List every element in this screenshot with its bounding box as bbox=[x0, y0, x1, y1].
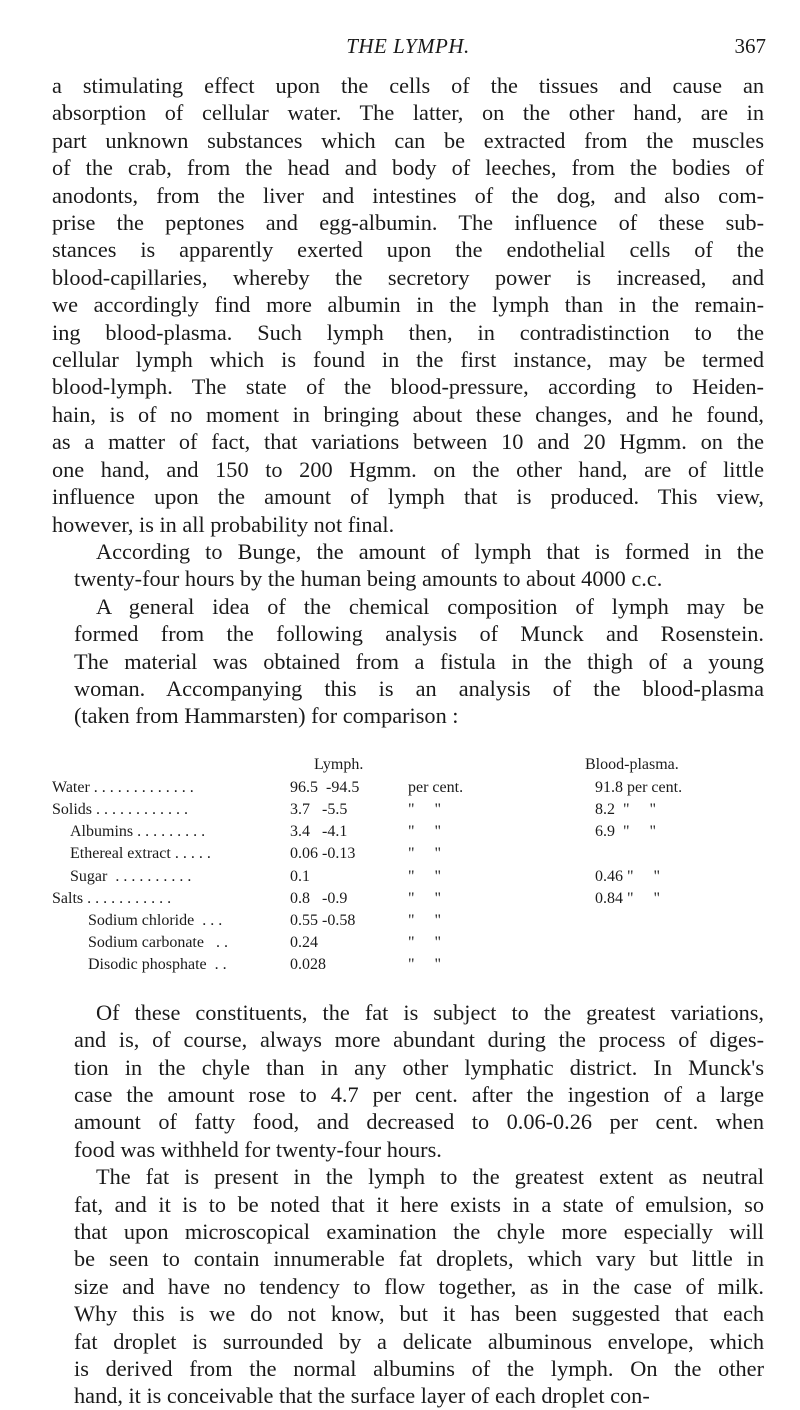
unit-value: " " bbox=[408, 934, 442, 952]
text-line: anodonts, from the liver and intestines of the dog, and also com- bbox=[52, 182, 764, 208]
text-line: cellular lymph which is found in the first instance, may be termed bbox=[52, 347, 764, 373]
text-line: The fat is present in the lymph to the greatest extent as neutral bbox=[96, 1164, 764, 1190]
lymph-column-header: Lymph. bbox=[314, 755, 364, 773]
row-label: Sugar . . . . . . . . . . bbox=[70, 867, 192, 885]
text-line: fat droplet is surrounded by a delicate albuminous envelope, which bbox=[74, 1328, 764, 1354]
text-line: A general idea of the chemical composition of lymph may be bbox=[96, 593, 764, 619]
paragraph bbox=[52, 999, 764, 1163]
running-head bbox=[52, 0, 764, 72]
row-label: Albumins . . . . . . . . . bbox=[70, 823, 206, 841]
row-label: Sodium carbonate . . bbox=[88, 934, 228, 952]
body-text-bottom bbox=[52, 999, 764, 1410]
unit-value: " " bbox=[408, 867, 442, 885]
lymph-value: 96.5 -94.5 bbox=[290, 778, 360, 796]
unit-value: " " bbox=[408, 823, 442, 841]
paragraph bbox=[52, 593, 764, 730]
unit-value: " " bbox=[408, 845, 442, 863]
text-line: prise the peptones and egg-albumin. The influence of these sub- bbox=[52, 210, 764, 236]
lymph-value: 0.24 bbox=[290, 934, 318, 952]
table-row bbox=[52, 778, 764, 798]
text-line: part unknown substances which can be extracted from the muscles bbox=[52, 127, 764, 153]
table-row bbox=[52, 800, 764, 820]
text-line: however, is in all probability not final. bbox=[52, 511, 395, 537]
row-label: Ethereal extract . . . . . bbox=[70, 845, 211, 863]
text-line: formed from the following analysis of Munck and Rosenstein. bbox=[74, 621, 764, 647]
paragraph bbox=[52, 1163, 764, 1410]
text-line: amount of fatty food, and decreased to 0.06-0.26 per cent. when bbox=[74, 1109, 764, 1135]
composition-table bbox=[52, 756, 764, 981]
lymph-value: 0.06 -0.13 bbox=[290, 845, 356, 863]
plasma-value: 91.8 per cent. bbox=[595, 778, 683, 796]
table-row bbox=[52, 844, 764, 864]
text-line: According to Bunge, the amount of lymph that is formed in the bbox=[96, 538, 764, 564]
unit-value: " " bbox=[408, 956, 442, 974]
text-line: influence upon the amount of lymph that is produced. This view, bbox=[52, 484, 764, 510]
unit-value: " " bbox=[408, 800, 442, 818]
text-line: hain, is of no moment in bringing about these changes, and he found, bbox=[52, 401, 764, 427]
table-row bbox=[52, 822, 764, 842]
text-line: that upon microscopical examination the chyle more especially will bbox=[74, 1219, 764, 1244]
text-line: (taken from Hammarsten) for comparison : bbox=[74, 703, 459, 729]
plasma-value: 0.84 " " bbox=[595, 889, 661, 907]
paragraph bbox=[52, 72, 764, 538]
text-line: is derived from the normal albumins of the lymph. On the other bbox=[74, 1356, 764, 1382]
text-line: hand, it is conceivable that the surface layer of each droplet con- bbox=[74, 1383, 650, 1409]
lymph-value: 0.8 -0.9 bbox=[290, 889, 348, 907]
text-line: and is, of course, always more abundant during the process of diges- bbox=[74, 1027, 764, 1053]
lymph-value: 0.55 -0.58 bbox=[290, 911, 356, 929]
text-line: of the crab, from the head and body of leeches, from the bodies of bbox=[52, 155, 764, 181]
text-line: blood-capillaries, whereby the secretory power is increased, and bbox=[52, 264, 764, 290]
table-row bbox=[52, 933, 764, 953]
text-line: tion in the chyle than in any other lymphatic district. In Munck's bbox=[74, 1054, 764, 1080]
text-line: case the amount rose to 4.7 per cent. after the ingestion of a large bbox=[74, 1081, 764, 1107]
text-line: one hand, and 150 to 200 Hgmm. on the other hand, are of little bbox=[52, 456, 764, 482]
text-line: Why this is we do not know, but it has been suggested that each bbox=[74, 1301, 764, 1327]
paragraph bbox=[52, 538, 764, 593]
plasma-value: 8.2 " " bbox=[595, 800, 657, 818]
table-row bbox=[52, 911, 764, 931]
text-line: ing blood-plasma. Such lymph then, in contradistinction to the bbox=[52, 319, 764, 345]
row-label: Sodium chloride . . . bbox=[88, 911, 223, 929]
row-label: Solids . . . . . . . . . . . . bbox=[52, 800, 189, 818]
text-line: absorption of cellular water. The latter, on the other hand, are in bbox=[52, 100, 764, 126]
text-line: Of these constituents, the fat is subject to the greatest variations, bbox=[96, 999, 764, 1025]
text-line: be seen to contain innumerable fat droplets, which vary but little in bbox=[74, 1246, 764, 1272]
plasma-column-header: Blood-plasma. bbox=[585, 755, 679, 773]
text-line: as a matter of fact, that variations between 10 and 20 Hgmm. on the bbox=[52, 429, 764, 455]
text-line: woman. Accompanying this is an analysis of the blood-plasma bbox=[74, 675, 764, 701]
unit-value: " " bbox=[408, 911, 442, 929]
text-line: food was withheld for twenty-four hours. bbox=[74, 1136, 442, 1162]
text-line: a stimulating effect upon the cells of the tissues and cause an bbox=[52, 73, 764, 98]
unit-value: " " bbox=[408, 889, 442, 907]
page-number: 367 bbox=[734, 34, 766, 58]
lymph-value: 0.028 bbox=[290, 956, 326, 974]
table-row bbox=[52, 867, 764, 887]
book-page bbox=[52, 0, 764, 1410]
body-text-top bbox=[52, 72, 764, 730]
unit-value: per cent. bbox=[408, 778, 464, 796]
text-line: size and have no tendency to flow together, as in the case of milk. bbox=[74, 1273, 764, 1299]
lymph-value: 3.4 -4.1 bbox=[290, 823, 348, 841]
lymph-value: 3.7 -5.5 bbox=[290, 800, 348, 818]
text-line: The material was obtained from a fistula in the thigh of a young bbox=[74, 648, 764, 674]
lymph-value: 0.1 bbox=[290, 867, 310, 885]
row-label: Disodic phosphate . . bbox=[88, 956, 227, 974]
text-line: twenty-four hours by the human being amounts to about 4000 c.c. bbox=[74, 566, 663, 592]
table-row bbox=[52, 955, 764, 975]
plasma-value: 0.46 " " bbox=[595, 867, 661, 885]
row-label: Water . . . . . . . . . . . . . bbox=[52, 778, 194, 796]
plasma-value: 6.9 " " bbox=[595, 823, 657, 841]
text-line: fat, and it is to be noted that it here exists in a state of emulsion, so bbox=[74, 1191, 764, 1217]
text-line: blood-lymph. The state of the blood-pressure, according to Heiden- bbox=[52, 374, 764, 400]
row-label: Salts . . . . . . . . . . . bbox=[52, 889, 172, 907]
text-line: stances is apparently exerted upon the endothelial cells of the bbox=[52, 237, 764, 263]
text-line: we accordingly find more albumin in the lymph than in the remain- bbox=[52, 292, 764, 318]
running-title: THE LYMPH. bbox=[346, 34, 470, 58]
table-row bbox=[52, 889, 764, 909]
